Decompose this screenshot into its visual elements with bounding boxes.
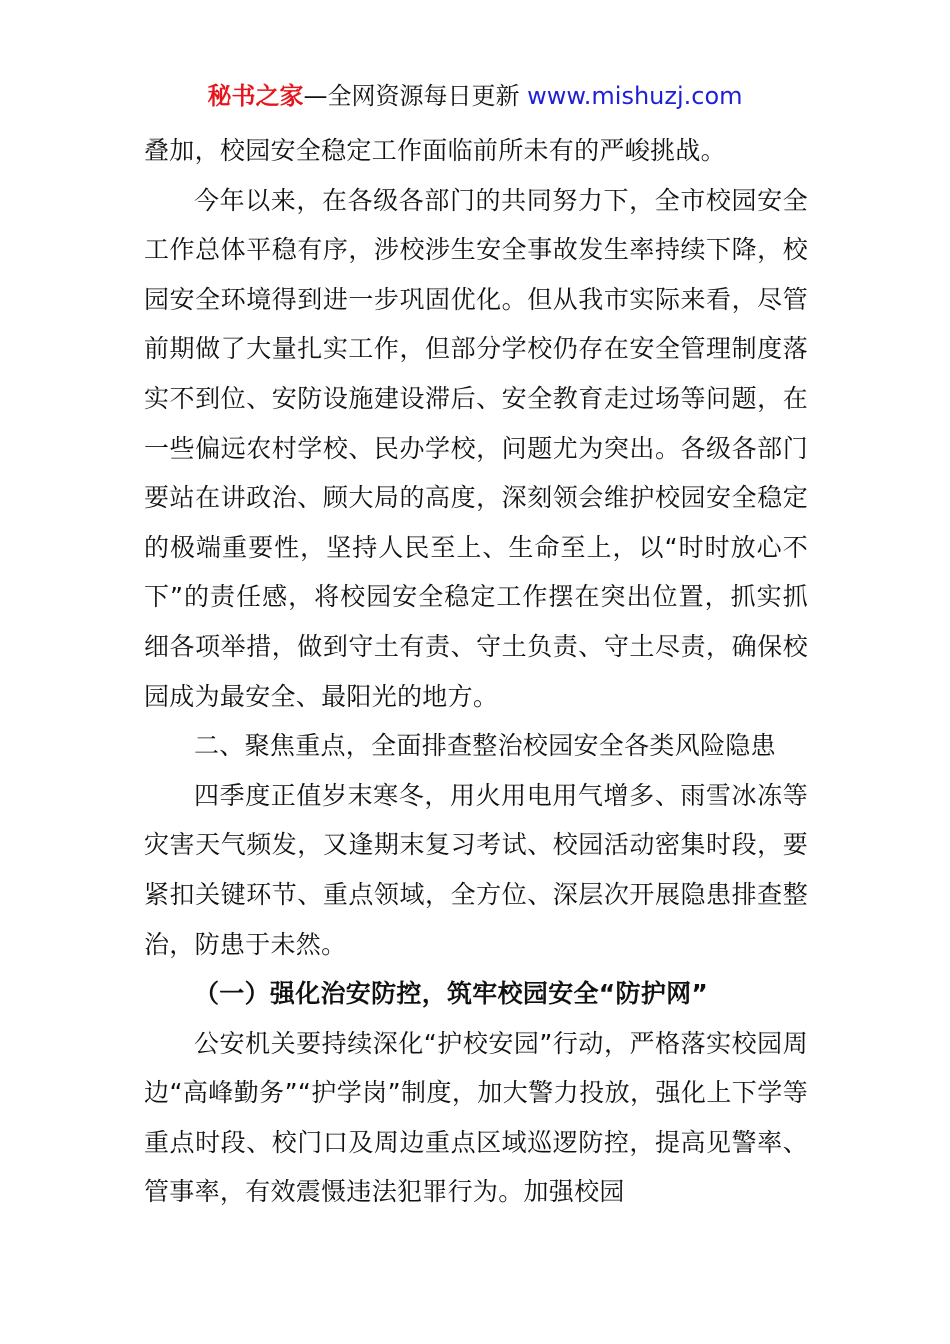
site-brand: 秘书之家 <box>207 82 304 110</box>
paragraph: 四季度正值岁末寒冬，用火用电用气增多、雨雪冰冻等灾害天气频发，又逢期末复习考试、校园活动密集时段，要紧扣关键环节、重点领域，全方位、深层次开展隐患排查整治，防患于未然。 <box>144 780 808 959</box>
paragraph-continuation: 叠加，校园安全稳定工作面临前所未有的严峻挑战。 <box>144 136 726 165</box>
document-body <box>144 126 808 1217</box>
site-tagline: —全网资源每日更新 <box>303 82 528 110</box>
site-header <box>0 80 950 112</box>
section-heading: 二、聚焦重点，全面排查整治校园安全各类风险隐患 <box>194 731 776 761</box>
subsection-heading: （一）强化治安防控，筑牢校园安全“防护网” <box>194 979 709 1009</box>
paragraph: 公安机关要持续深化“护校安园”行动，严格落实校园周边“高峰勤务”“护学岗”制度，加大警力投放，强化上下学等重点时段、校门口及周边重点区域巡逻防控，提高见警率、管事率，有效震慑违法犯罪行为。加强校园 <box>144 1028 808 1207</box>
paragraph: 今年以来，在各级各部门的共同努力下，全市校园安全工作总体平稳有序，涉校涉生安全事故发生率持续下降，校园安全环境得到进一步巩固优化。但从我市实际来看，尽管前期做了大量扎实工作，但部分学校仍存在安全管理制度落实不到位、安防设施建设滞后、安全教育走过场等问题，在一些偏远农村学校、民办学校，问题尤为突出。各级各部门要站在讲政治、顾大局的高度，深刻领会维护校园安全稳定的极端重要性，坚持人民至上、生命至上，以“时时放心不下”的责任感，将校园安全稳定工作摆在突出位置，抓实抓细各项举措，做到守土有责、守土负责、守土尽责，确保校园成为最安全、最阳光的地方。 <box>144 185 808 711</box>
site-url-link[interactable]: www.mishuzj.com <box>527 82 743 110</box>
